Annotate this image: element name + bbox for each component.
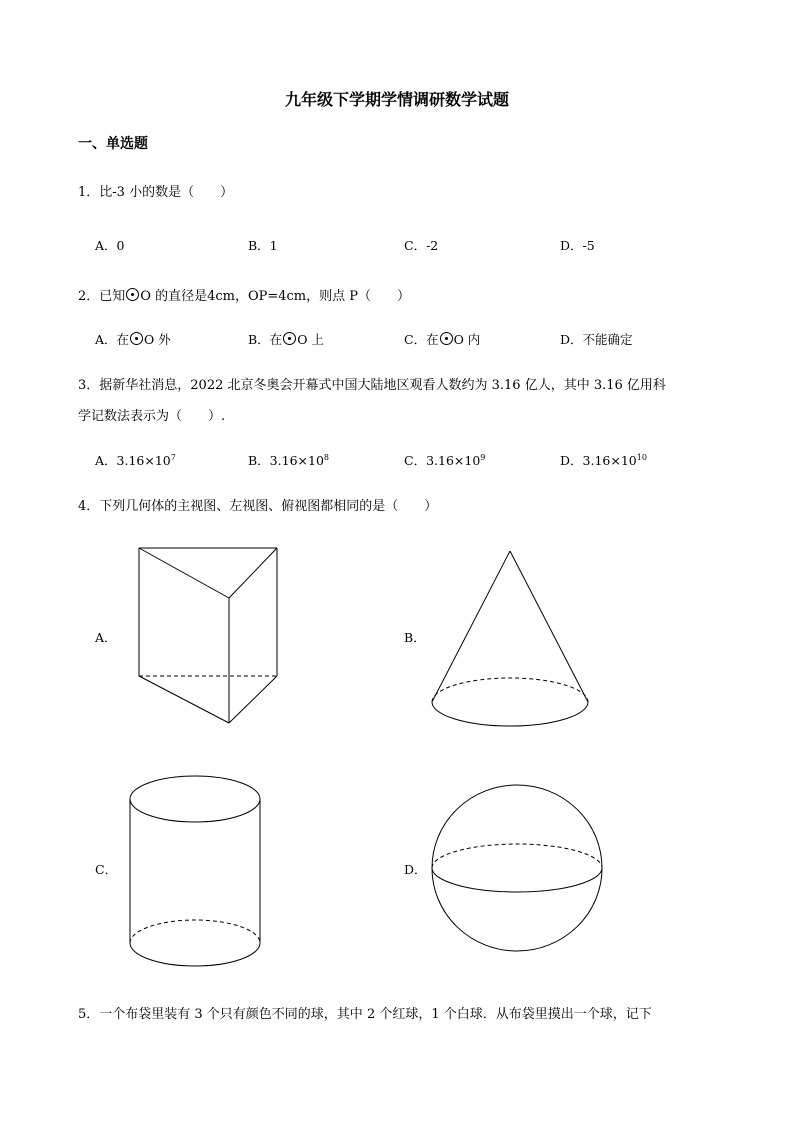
page-title: 九年级下学期学情调研数学试题	[284, 90, 509, 109]
section-heading: 一、单选题	[78, 136, 148, 152]
q1-option-b: B．1	[248, 238, 278, 253]
q3-option-b-label: B．3.16×10	[248, 453, 324, 468]
q2-text-start: 2．已知	[78, 289, 126, 304]
q1-option-d: D．-5	[560, 238, 595, 253]
q3-option-c-label: C．3.16×10	[404, 453, 481, 468]
sphere-outline	[432, 785, 602, 951]
question-4-text: 4．下列几何体的主视图、左视图、俯视图都相同的是（ ）	[78, 499, 438, 514]
question-3-line-1: 3．据新华社消息，2022 北京冬奥会开幕式中国大陆地区观看人数约为 3.16 亿人，其中 3.16 亿用科	[78, 378, 666, 393]
sphere-equator-front-arc	[432, 868, 602, 892]
q2-option-b-post: O 上	[297, 332, 324, 347]
q2-option-c-post: O 内	[453, 332, 481, 347]
q4-option-c-label: C．	[95, 862, 118, 877]
q2-option-a-pre: A．在	[95, 332, 130, 347]
question-5-text: 5．一个布袋里装有 3 个只有颜色不同的球，其中 2 个红球，1 个白球．从布袋里摸出一个球，记下	[78, 1007, 652, 1022]
q3-option-a-exponent: 7	[170, 453, 176, 462]
q4-option-b-label: B．	[404, 630, 426, 645]
q3-option-c-exponent: 9	[480, 453, 486, 462]
q2-option-c-pre: C．在	[404, 332, 439, 347]
q3-option-d-exponent: 10	[636, 453, 647, 462]
q2-option-a-post: O 外	[144, 332, 171, 347]
q2-text-end: O 的直径是4cm，OP=4cm，则点 P（ ）	[140, 289, 411, 304]
q3-option-a-label: A．3.16×10	[95, 453, 171, 468]
sphere-equator-hidden-arc	[432, 844, 602, 868]
q1-option-c: C．-2	[404, 238, 439, 253]
q2-option-b-pre: B．在	[248, 332, 283, 347]
question-1-text: 1．比-3 小的数是（ ）	[78, 185, 234, 200]
q1-option-a: A．0	[95, 238, 125, 253]
q4-option-a-label: A．	[95, 630, 117, 645]
q2-option-d-pre: D．不能确定	[560, 332, 633, 347]
question-3-line-2: 学记数法表示为（ ）.	[78, 409, 226, 424]
q4-option-d-label: D．	[404, 862, 427, 877]
q3-option-d-label: D．3.16×10	[560, 453, 637, 468]
q3-option-b-exponent: 8	[323, 453, 329, 462]
